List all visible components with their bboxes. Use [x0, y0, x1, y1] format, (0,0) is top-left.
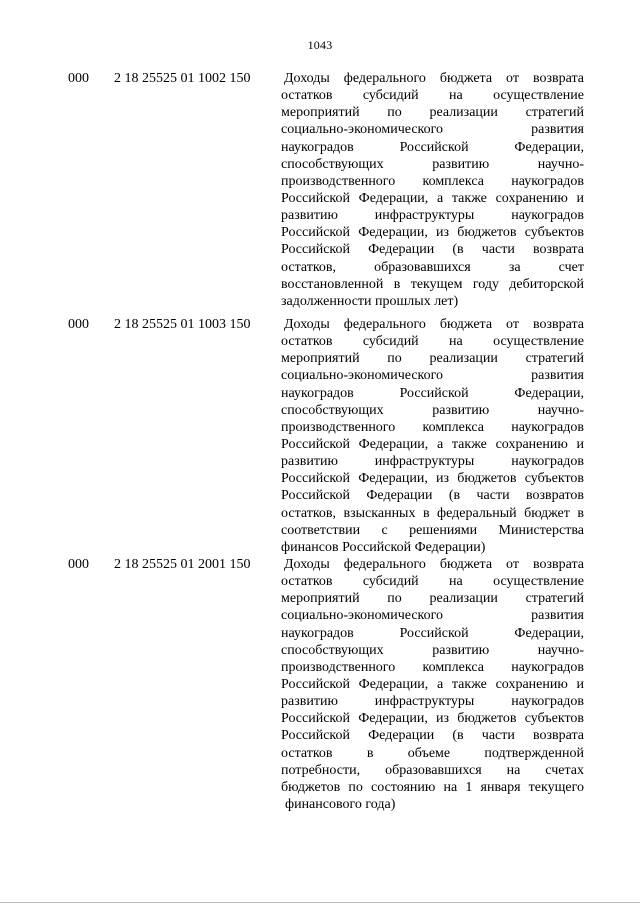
description-line: остатков, взысканных в федеральный бюджет в [281, 505, 584, 521]
admin-code: 000 [68, 71, 89, 86]
description-line: мероприятий по реализации стратегий [281, 591, 584, 607]
description-line: финансов Российской Федерации) [281, 539, 486, 555]
description-line: Российской Федерации, из бюджетов субъектов [281, 471, 584, 487]
description-line: задолженности прошлых лет) [281, 293, 459, 309]
description-line: Российской Федерации, а также сохранению и [281, 190, 584, 206]
description-line: производственного комплекса наукоградов [281, 659, 584, 675]
description-line: Доходы федерального бюджета от возврата [284, 317, 584, 332]
description-line: социально-экономического развития [281, 122, 584, 138]
description-line: Российской Федерации (в части возврата [281, 728, 584, 744]
kbk-code: 2 18 25525 01 1003 150 [114, 317, 251, 332]
admin-code: 000 [68, 557, 89, 572]
description-line: потребности, образовавшихся на счетах [281, 762, 584, 778]
description-line: мероприятий по реализации стратегий [281, 105, 584, 121]
description-line: Доходы федерального бюджета от возврата [284, 71, 584, 86]
description-line: наукоградов Российской Федерации, [281, 139, 584, 155]
description-line: Российской Федерации (в части возврата [281, 242, 584, 258]
description-line: способствующих развитию научно- [281, 642, 584, 658]
description-line: наукоградов Российской Федерации, [281, 385, 584, 401]
description-line: Российской Федерации, а также сохранению и [281, 436, 584, 452]
description-line: восстановленной в текущем году дебиторской [281, 276, 584, 292]
description-line: развитию инфраструктуры наукоградов [281, 454, 584, 470]
kbk-code: 2 18 25525 01 2001 150 [114, 557, 251, 572]
description-line: Российской Федерации, из бюджетов субъектов [281, 711, 584, 727]
page-number: 1043 [307, 38, 333, 52]
description-line: Российской Федерации (в части возвратов [281, 488, 584, 504]
description-line: Российской Федерации, а также сохранению и [281, 676, 584, 692]
description-line: способствующих развитию научно- [281, 402, 584, 418]
description-line: Доходы федерального бюджета от возврата [284, 557, 584, 572]
description-line: финансового года) [285, 796, 396, 812]
description-line: развитию инфраструктуры наукоградов [281, 694, 584, 710]
description-line: Российской Федерации, из бюджетов субъектов [281, 225, 584, 241]
description-line: производственного комплекса наукоградов [281, 419, 584, 435]
description-line: остатков субсидий на осуществление [281, 88, 584, 104]
kbk-code: 2 18 25525 01 1002 150 [114, 71, 251, 86]
description-line: социально-экономического развития [281, 368, 584, 384]
description-line: развитию инфраструктуры наукоградов [281, 208, 584, 224]
description-line: остатков в объеме подтвержденной [281, 745, 584, 761]
description-line: остатков, образовавшихся за счет [281, 259, 584, 275]
admin-code: 000 [68, 317, 89, 332]
income-description [281, 556, 584, 813]
description-line: соответствии с решениями Министерства [281, 522, 584, 538]
description-line: бюджетов по состоянию на 1 января текущего [281, 779, 584, 795]
description-line: способствующих развитию научно- [281, 156, 584, 172]
page-bottom-edge [0, 902, 640, 903]
income-description [281, 316, 584, 556]
description-line: остатков субсидий на осуществление [281, 334, 584, 350]
description-line: наукоградов Российской Федерации, [281, 625, 584, 641]
income-description [281, 70, 584, 310]
description-line: мероприятий по реализации стратегий [281, 351, 584, 367]
description-line: остатков субсидий на осуществление [281, 574, 584, 590]
description-line: социально-экономического развития [281, 608, 584, 624]
description-line: производственного комплекса наукоградов [281, 173, 584, 189]
